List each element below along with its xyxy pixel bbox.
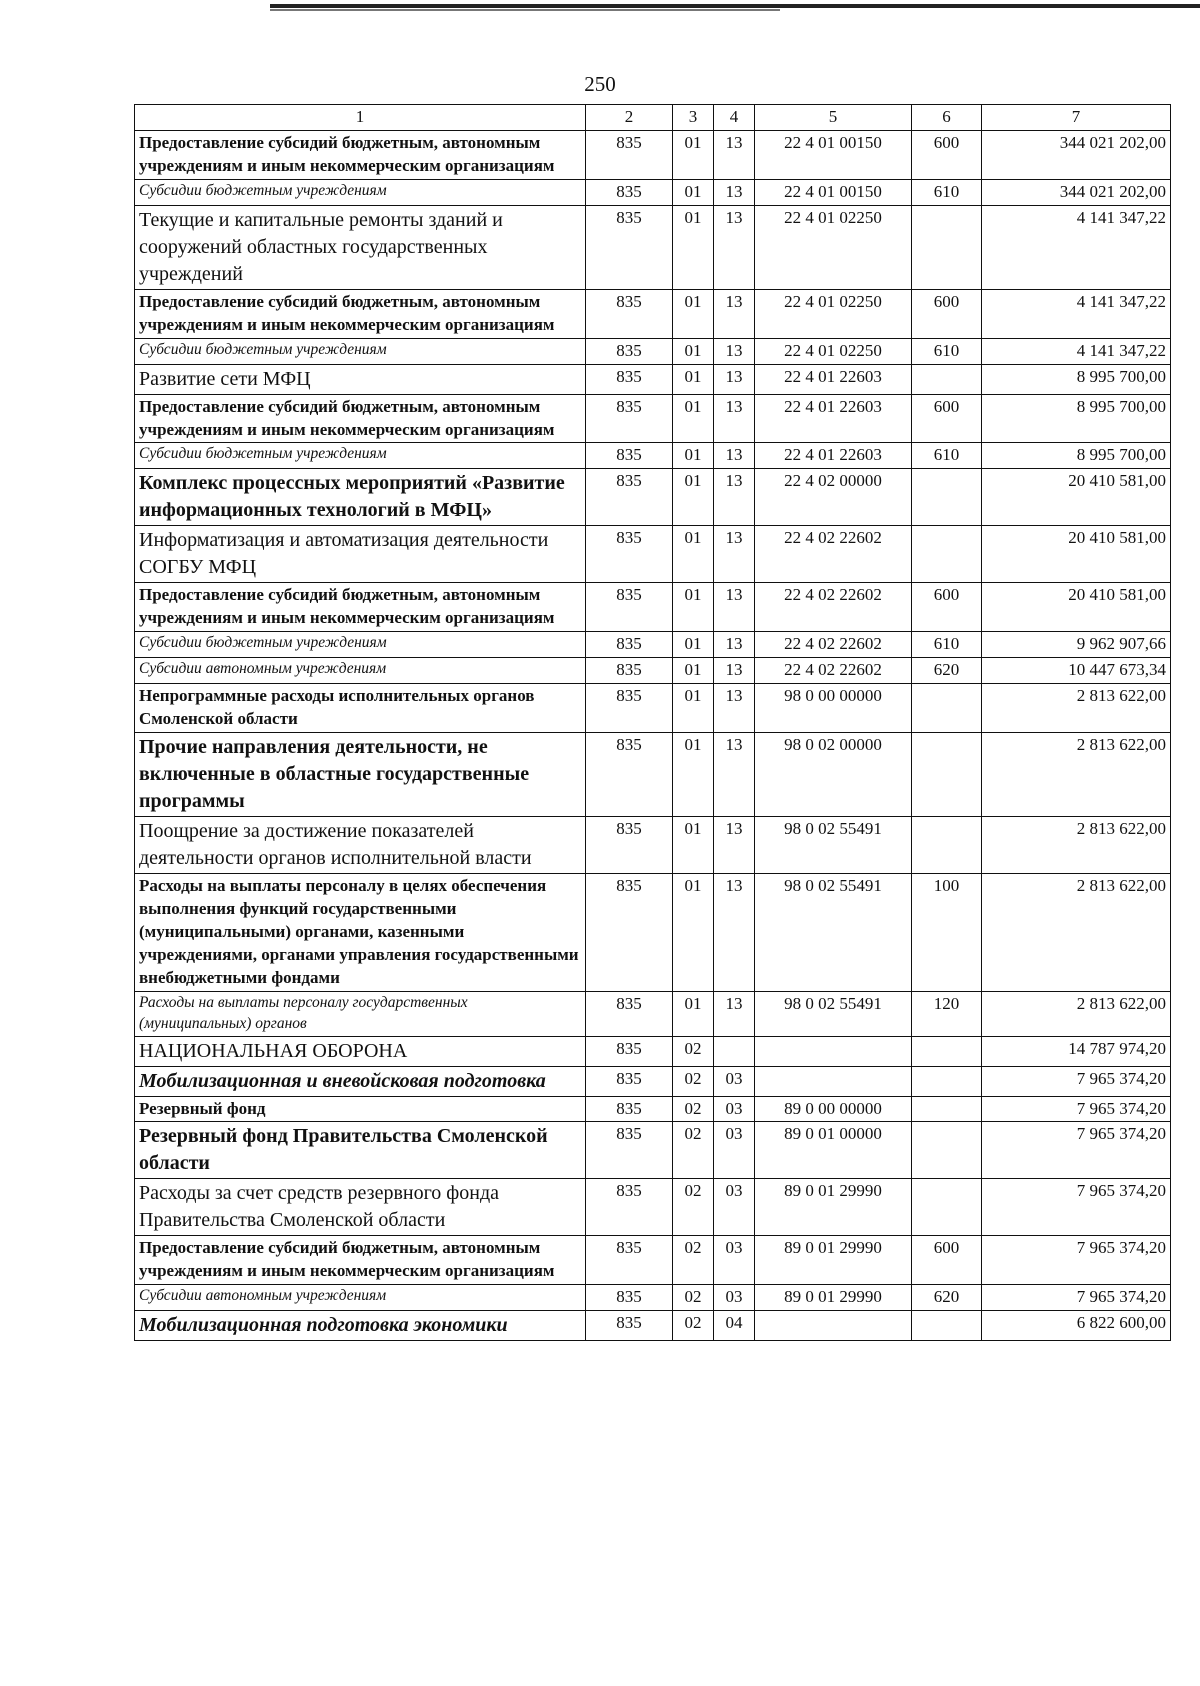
expense-type-code xyxy=(912,205,982,289)
section-code: 01 xyxy=(673,583,714,632)
table-row xyxy=(135,394,1171,443)
subsection-code: 13 xyxy=(714,443,755,469)
amount: 7 965 374,20 xyxy=(982,1122,1171,1179)
expense-type-code xyxy=(912,817,982,874)
row-name: Субсидии автономным учреждениям xyxy=(135,1285,586,1311)
target-article-code: 98 0 02 55491 xyxy=(755,991,912,1036)
table-row xyxy=(135,364,1171,394)
row-name: Субсидии бюджетным учреждениям xyxy=(135,179,586,205)
subsection-code: 13 xyxy=(714,205,755,289)
ministry-code: 835 xyxy=(586,338,673,364)
ministry-code: 835 xyxy=(586,289,673,338)
table-row xyxy=(135,1036,1171,1066)
target-article-code: 22 4 01 02250 xyxy=(755,205,912,289)
column-number-row xyxy=(135,105,1171,131)
subsection-code xyxy=(714,1036,755,1066)
ministry-code: 835 xyxy=(586,874,673,992)
amount: 20 410 581,00 xyxy=(982,526,1171,583)
amount: 7 965 374,20 xyxy=(982,1179,1171,1236)
subsection-code: 13 xyxy=(714,394,755,443)
row-name: Резервный фонд xyxy=(135,1096,586,1122)
column-number: 4 xyxy=(714,105,755,131)
row-name: Поощрение за достижение показателей деятельности органов исполнительной власти xyxy=(135,817,586,874)
column-number: 3 xyxy=(673,105,714,131)
ministry-code: 835 xyxy=(586,179,673,205)
column-number: 7 xyxy=(982,105,1171,131)
table-row xyxy=(135,443,1171,469)
section-code: 01 xyxy=(673,289,714,338)
expense-type-code: 600 xyxy=(912,130,982,179)
section-code: 02 xyxy=(673,1036,714,1066)
ministry-code: 835 xyxy=(586,991,673,1036)
column-number: 1 xyxy=(135,105,586,131)
amount: 14 787 974,20 xyxy=(982,1036,1171,1066)
amount: 20 410 581,00 xyxy=(982,469,1171,526)
section-code: 01 xyxy=(673,364,714,394)
expense-type-code xyxy=(912,364,982,394)
ministry-code: 835 xyxy=(586,130,673,179)
table-row xyxy=(135,1096,1171,1122)
expense-type-code: 610 xyxy=(912,443,982,469)
ministry-code: 835 xyxy=(586,1179,673,1236)
subsection-code: 13 xyxy=(714,338,755,364)
ministry-code: 835 xyxy=(586,1236,673,1285)
expense-type-code xyxy=(912,1036,982,1066)
target-article-code xyxy=(755,1066,912,1096)
target-article-code: 22 4 02 22602 xyxy=(755,526,912,583)
amount: 7 965 374,20 xyxy=(982,1096,1171,1122)
column-number: 2 xyxy=(586,105,673,131)
section-code: 01 xyxy=(673,469,714,526)
target-article-code: 22 4 01 22603 xyxy=(755,394,912,443)
subsection-code: 03 xyxy=(714,1122,755,1179)
table-row xyxy=(135,874,1171,992)
section-code: 02 xyxy=(673,1311,714,1341)
row-name: Мобилизационная подготовка экономики xyxy=(135,1311,586,1341)
expense-type-code xyxy=(912,733,982,817)
row-name: Субсидии автономным учреждениям xyxy=(135,658,586,684)
target-article-code: 22 4 02 22602 xyxy=(755,632,912,658)
section-code: 02 xyxy=(673,1285,714,1311)
ministry-code: 835 xyxy=(586,632,673,658)
expense-type-code xyxy=(912,1311,982,1341)
row-name: Предоставление субсидий бюджетным, автономным учреждениям и иным некоммерческим организациям xyxy=(135,1236,586,1285)
ministry-code: 835 xyxy=(586,394,673,443)
section-code: 02 xyxy=(673,1236,714,1285)
amount: 8 995 700,00 xyxy=(982,364,1171,394)
table-row xyxy=(135,1311,1171,1341)
amount: 7 965 374,20 xyxy=(982,1066,1171,1096)
ministry-code: 835 xyxy=(586,684,673,733)
amount: 4 141 347,22 xyxy=(982,289,1171,338)
subsection-code: 13 xyxy=(714,364,755,394)
row-name: Развитие сети МФЦ xyxy=(135,364,586,394)
target-article-code: 89 0 01 29990 xyxy=(755,1179,912,1236)
subsection-code: 13 xyxy=(714,179,755,205)
section-code: 01 xyxy=(673,526,714,583)
column-number: 5 xyxy=(755,105,912,131)
subsection-code: 03 xyxy=(714,1179,755,1236)
table-row xyxy=(135,179,1171,205)
expense-type-code: 600 xyxy=(912,289,982,338)
table-row xyxy=(135,733,1171,817)
amount: 9 962 907,66 xyxy=(982,632,1171,658)
target-article-code: 22 4 02 00000 xyxy=(755,469,912,526)
target-article-code: 22 4 02 22602 xyxy=(755,583,912,632)
table-row xyxy=(135,469,1171,526)
expense-type-code xyxy=(912,1096,982,1122)
amount: 344 021 202,00 xyxy=(982,179,1171,205)
table-row xyxy=(135,684,1171,733)
target-article-code: 22 4 01 00150 xyxy=(755,130,912,179)
table-row xyxy=(135,1236,1171,1285)
subsection-code: 13 xyxy=(714,684,755,733)
subsection-code: 13 xyxy=(714,289,755,338)
target-article-code: 22 4 01 02250 xyxy=(755,338,912,364)
target-article-code: 22 4 01 22603 xyxy=(755,443,912,469)
row-name: Предоставление субсидий бюджетным, автономным учреждениям и иным некоммерческим организациям xyxy=(135,583,586,632)
subsection-code: 13 xyxy=(714,526,755,583)
subsection-code: 13 xyxy=(714,991,755,1036)
section-code: 02 xyxy=(673,1179,714,1236)
table-row xyxy=(135,338,1171,364)
section-code: 01 xyxy=(673,130,714,179)
amount: 8 995 700,00 xyxy=(982,443,1171,469)
row-name: Информатизация и автоматизация деятельности СОГБУ МФЦ xyxy=(135,526,586,583)
row-name: Непрограммные расходы исполнительных органов Смоленской области xyxy=(135,684,586,733)
page-number: 250 xyxy=(584,72,616,96)
ministry-code: 835 xyxy=(586,205,673,289)
section-code: 01 xyxy=(673,205,714,289)
table-row xyxy=(135,991,1171,1036)
ministry-code: 835 xyxy=(586,1096,673,1122)
column-number: 6 xyxy=(912,105,982,131)
subsection-code: 13 xyxy=(714,130,755,179)
amount: 6 822 600,00 xyxy=(982,1311,1171,1341)
table-row xyxy=(135,1122,1171,1179)
row-name: Субсидии бюджетным учреждениям xyxy=(135,632,586,658)
amount: 4 141 347,22 xyxy=(982,205,1171,289)
target-article-code: 22 4 01 22603 xyxy=(755,364,912,394)
section-code: 01 xyxy=(673,179,714,205)
section-code: 01 xyxy=(673,874,714,992)
amount: 7 965 374,20 xyxy=(982,1236,1171,1285)
table-row xyxy=(135,526,1171,583)
subsection-code: 13 xyxy=(714,733,755,817)
section-code: 01 xyxy=(673,443,714,469)
row-name: Расходы на выплаты персоналу в целях обеспечения выполнения функций государственными (муниципальными) органами, казенными учреждениями, органами управления государственными внебюджетными фондами xyxy=(135,874,586,992)
ministry-code: 835 xyxy=(586,1066,673,1096)
table-row xyxy=(135,658,1171,684)
row-name: Субсидии бюджетным учреждениям xyxy=(135,338,586,364)
target-article-code xyxy=(755,1311,912,1341)
ministry-code: 835 xyxy=(586,443,673,469)
row-name: Предоставление субсидий бюджетным, автономным учреждениям и иным некоммерческим организациям xyxy=(135,130,586,179)
table-row xyxy=(135,205,1171,289)
expense-type-code: 610 xyxy=(912,179,982,205)
subsection-code: 13 xyxy=(714,874,755,992)
amount: 8 995 700,00 xyxy=(982,394,1171,443)
expense-type-code: 600 xyxy=(912,583,982,632)
target-article-code: 98 0 00 00000 xyxy=(755,684,912,733)
expense-type-code: 100 xyxy=(912,874,982,992)
row-name: Комплекс процессных мероприятий «Развитие информационных технологий в МФЦ» xyxy=(135,469,586,526)
target-article-code: 89 0 00 00000 xyxy=(755,1096,912,1122)
scan-top-border-secondary xyxy=(270,9,780,11)
table-row xyxy=(135,1285,1171,1311)
row-name: Расходы на выплаты персоналу государственных (муниципальных) органов xyxy=(135,991,586,1036)
section-code: 01 xyxy=(673,817,714,874)
section-code: 01 xyxy=(673,733,714,817)
ministry-code: 835 xyxy=(586,733,673,817)
section-code: 02 xyxy=(673,1096,714,1122)
expense-type-code xyxy=(912,1122,982,1179)
table-row xyxy=(135,632,1171,658)
amount: 2 813 622,00 xyxy=(982,991,1171,1036)
expense-type-code: 620 xyxy=(912,658,982,684)
amount: 2 813 622,00 xyxy=(982,874,1171,992)
ministry-code: 835 xyxy=(586,817,673,874)
row-name: Предоставление субсидий бюджетным, автономным учреждениям и иным некоммерческим организациям xyxy=(135,289,586,338)
expense-type-code: 600 xyxy=(912,394,982,443)
ministry-code: 835 xyxy=(586,526,673,583)
amount: 2 813 622,00 xyxy=(982,733,1171,817)
table-row xyxy=(135,817,1171,874)
subsection-code: 13 xyxy=(714,469,755,526)
subsection-code: 04 xyxy=(714,1311,755,1341)
table-body xyxy=(135,130,1171,1340)
section-code: 02 xyxy=(673,1066,714,1096)
subsection-code: 13 xyxy=(714,658,755,684)
section-code: 01 xyxy=(673,632,714,658)
subsection-code: 13 xyxy=(714,583,755,632)
section-code: 01 xyxy=(673,658,714,684)
amount: 20 410 581,00 xyxy=(982,583,1171,632)
expense-type-code xyxy=(912,1066,982,1096)
row-name: Прочие направления деятельности, не включенные в областные государственные программы xyxy=(135,733,586,817)
expense-type-code: 610 xyxy=(912,632,982,658)
target-article-code: 22 4 02 22602 xyxy=(755,658,912,684)
scan-top-border xyxy=(270,4,1200,8)
table-row xyxy=(135,289,1171,338)
budget-table xyxy=(134,104,1171,1341)
amount: 344 021 202,00 xyxy=(982,130,1171,179)
section-code: 01 xyxy=(673,394,714,443)
table-row xyxy=(135,1179,1171,1236)
section-code: 01 xyxy=(673,684,714,733)
expense-type-code: 600 xyxy=(912,1236,982,1285)
target-article-code: 98 0 02 55491 xyxy=(755,874,912,992)
subsection-code: 03 xyxy=(714,1285,755,1311)
row-name: Резервный фонд Правительства Смоленской области xyxy=(135,1122,586,1179)
amount: 4 141 347,22 xyxy=(982,338,1171,364)
subsection-code: 03 xyxy=(714,1096,755,1122)
expense-type-code xyxy=(912,526,982,583)
target-article-code: 89 0 01 29990 xyxy=(755,1285,912,1311)
subsection-code: 13 xyxy=(714,817,755,874)
row-name: Предоставление субсидий бюджетным, автономным учреждениям и иным некоммерческим организациям xyxy=(135,394,586,443)
expense-type-code xyxy=(912,469,982,526)
ministry-code: 835 xyxy=(586,1285,673,1311)
expense-type-code: 620 xyxy=(912,1285,982,1311)
expense-type-code xyxy=(912,1179,982,1236)
amount: 2 813 622,00 xyxy=(982,684,1171,733)
row-name: Расходы за счет средств резервного фонда Правительства Смоленской области xyxy=(135,1179,586,1236)
amount: 10 447 673,34 xyxy=(982,658,1171,684)
ministry-code: 835 xyxy=(586,1036,673,1066)
expense-type-code: 120 xyxy=(912,991,982,1036)
expense-type-code: 610 xyxy=(912,338,982,364)
row-name: Мобилизационная и вневойсковая подготовка xyxy=(135,1066,586,1096)
section-code: 02 xyxy=(673,1122,714,1179)
ministry-code: 835 xyxy=(586,1122,673,1179)
target-article-code: 98 0 02 55491 xyxy=(755,817,912,874)
target-article-code xyxy=(755,1036,912,1066)
target-article-code: 22 4 01 02250 xyxy=(755,289,912,338)
expense-type-code xyxy=(912,684,982,733)
table-row xyxy=(135,583,1171,632)
section-code: 01 xyxy=(673,991,714,1036)
row-name: НАЦИОНАЛЬНАЯ ОБОРОНА xyxy=(135,1036,586,1066)
subsection-code: 03 xyxy=(714,1236,755,1285)
ministry-code: 835 xyxy=(586,469,673,526)
row-name: Субсидии бюджетным учреждениям xyxy=(135,443,586,469)
ministry-code: 835 xyxy=(586,583,673,632)
section-code: 01 xyxy=(673,338,714,364)
row-name: Текущие и капитальные ремонты зданий и сооружений областных государственных учреждений xyxy=(135,205,586,289)
target-article-code: 98 0 02 00000 xyxy=(755,733,912,817)
target-article-code: 89 0 01 00000 xyxy=(755,1122,912,1179)
subsection-code: 03 xyxy=(714,1066,755,1096)
amount: 2 813 622,00 xyxy=(982,817,1171,874)
subsection-code: 13 xyxy=(714,632,755,658)
table-row xyxy=(135,1066,1171,1096)
target-article-code: 89 0 01 29990 xyxy=(755,1236,912,1285)
target-article-code: 22 4 01 00150 xyxy=(755,179,912,205)
table-row xyxy=(135,130,1171,179)
ministry-code: 835 xyxy=(586,658,673,684)
ministry-code: 835 xyxy=(586,364,673,394)
ministry-code: 835 xyxy=(586,1311,673,1341)
amount: 7 965 374,20 xyxy=(982,1285,1171,1311)
